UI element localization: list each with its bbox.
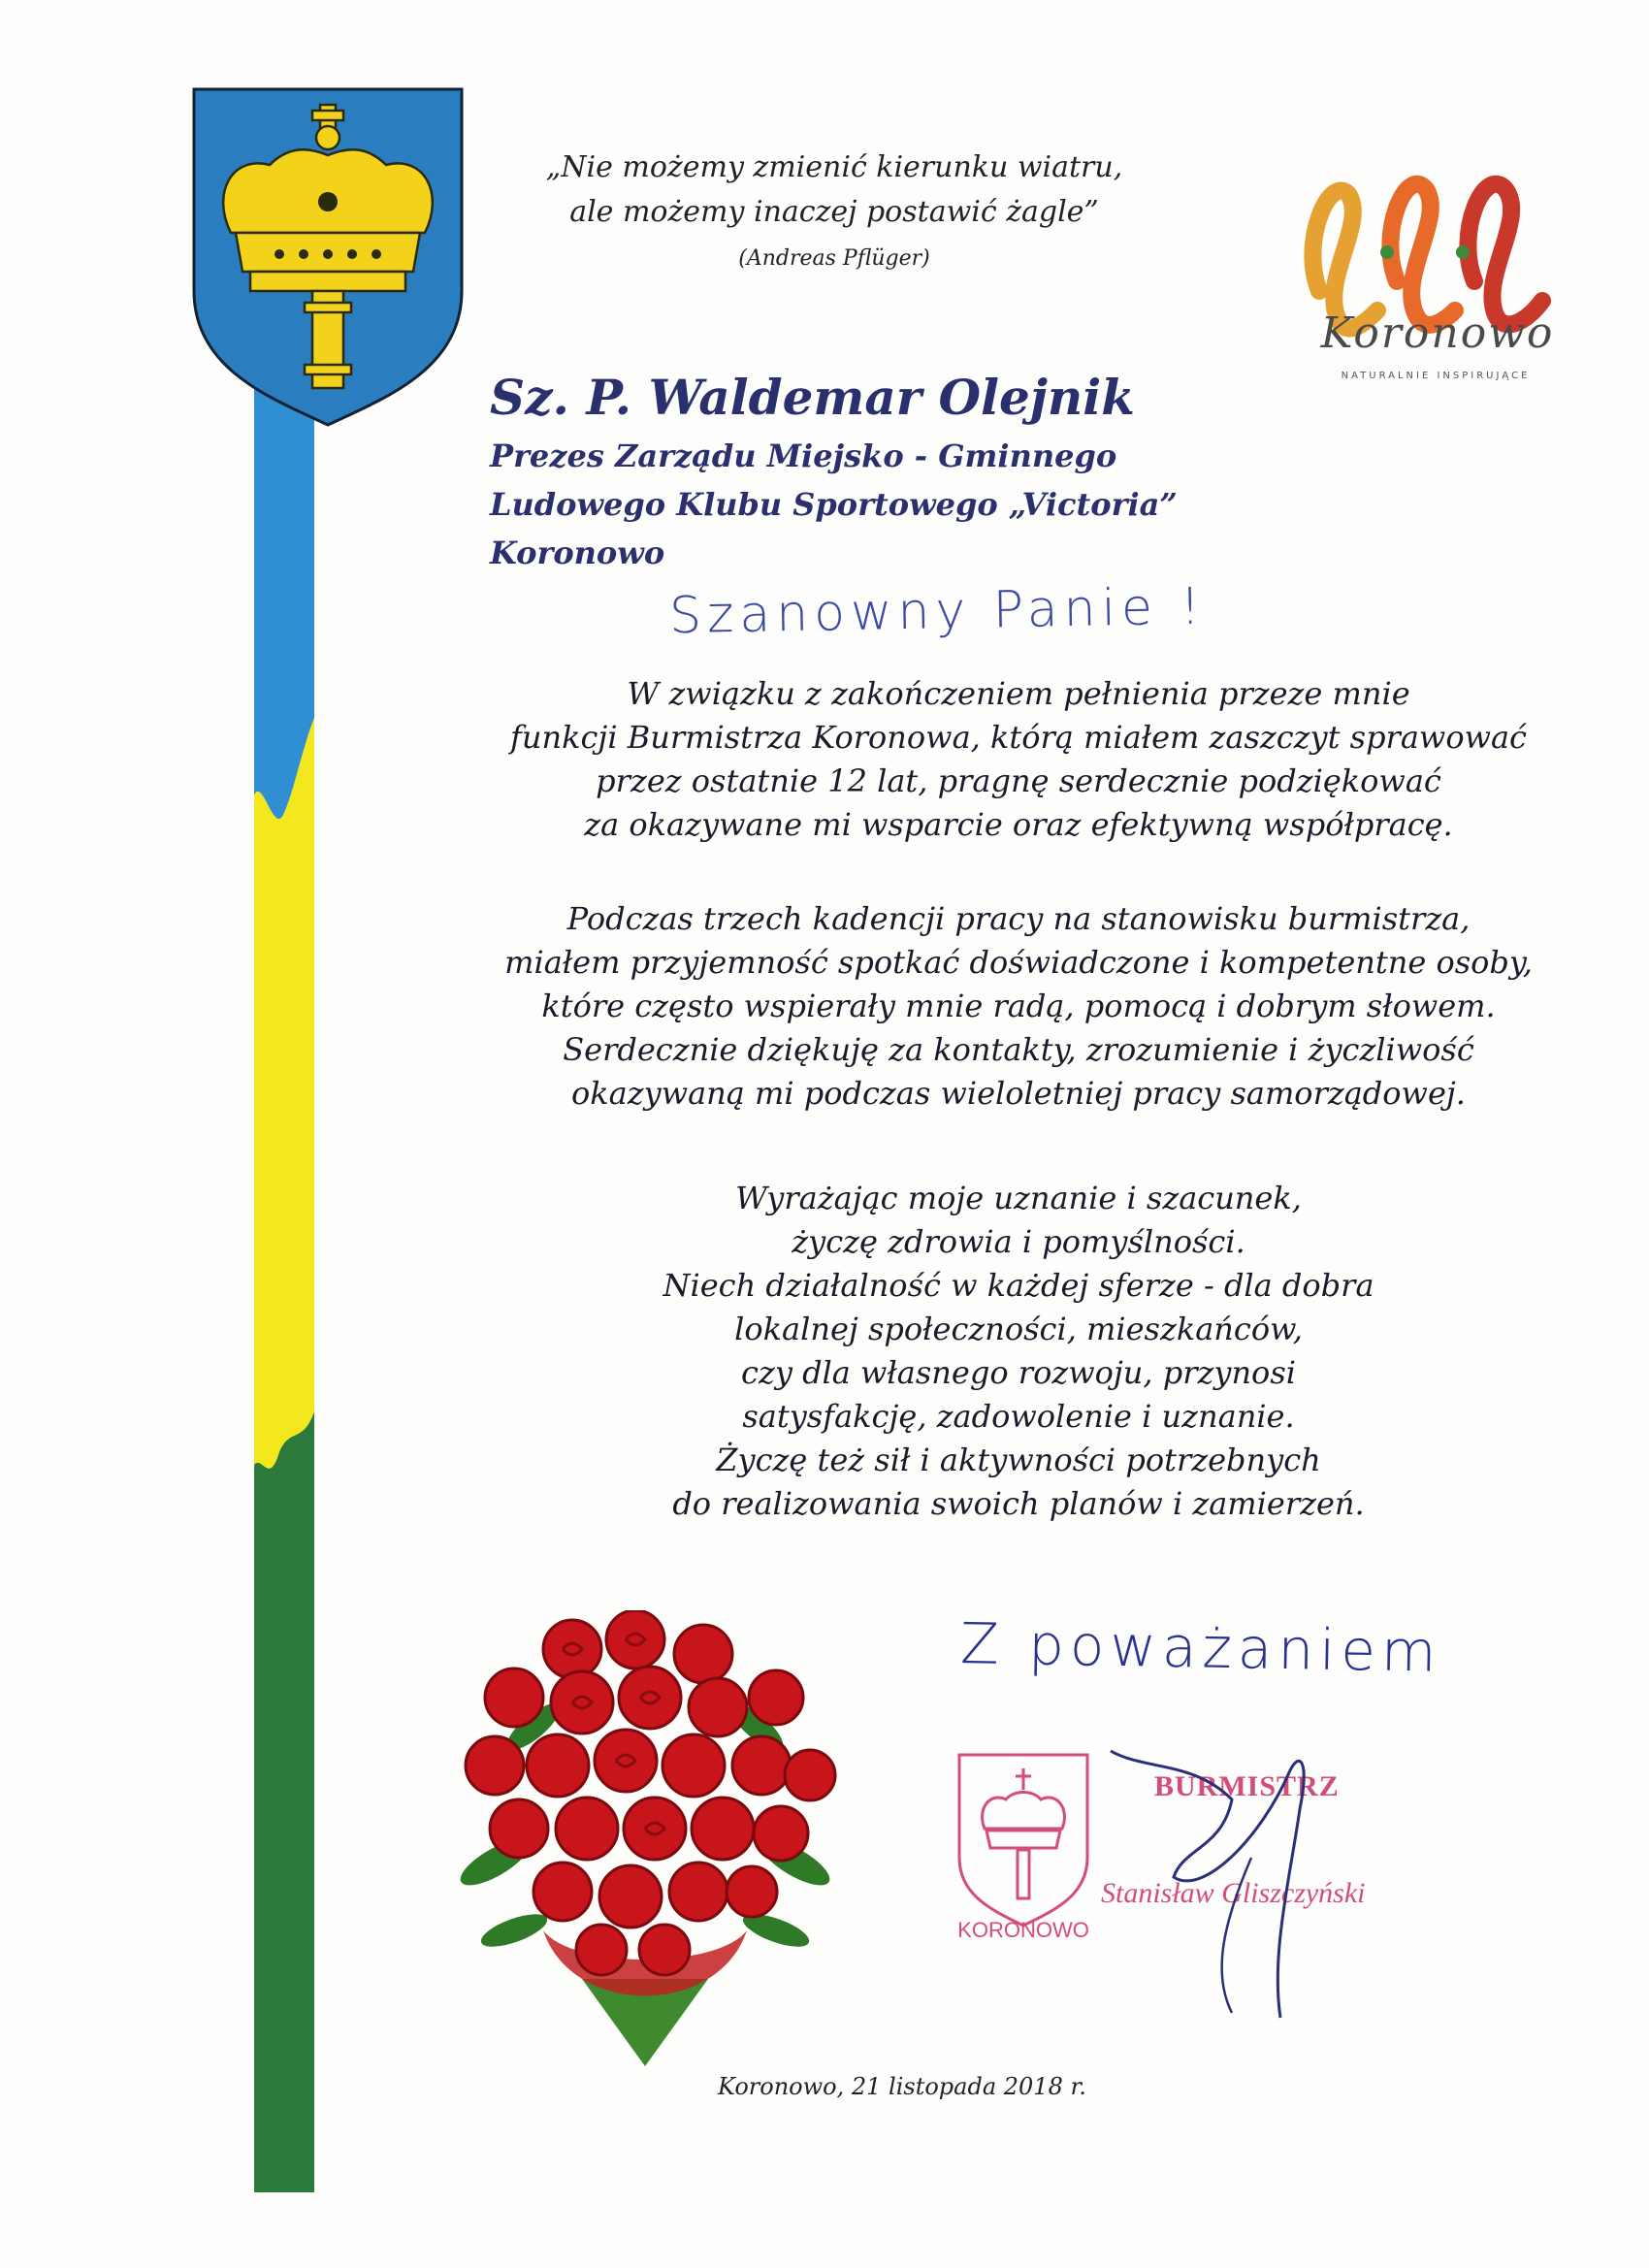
quote-author: (Andreas Pflüger) <box>738 246 930 271</box>
paragraph-3 <box>417 1177 1620 1526</box>
signatory-title: BURMISTRZ <box>1154 1770 1340 1802</box>
epigraph-quote <box>504 146 1164 274</box>
paragraph-line: miałem przyjemność spotkać doświadczone i kompetentne osoby, <box>504 944 1533 981</box>
paragraph-line: W związku z zakończeniem pełnienia przeze mnie <box>627 675 1410 712</box>
stamp-label: KORONOWO <box>957 1918 1089 1940</box>
recipient-role-line-2: Ludowego Klubu Sportowego „Victoria” Koronowo <box>490 486 1178 571</box>
quote-line-2: ale możemy inaczej postawić żagle” <box>569 195 1099 229</box>
official-stamp-icon <box>955 1751 1091 1940</box>
paragraph-line: czy dla własnego rozwoju, przynosi <box>741 1354 1296 1391</box>
recipient-role-line-1: Prezes Zarządu Miejsko - Gminnego <box>490 437 1117 474</box>
paragraph-line: Niech działalność w każdej sferze - dla dobra <box>663 1267 1374 1304</box>
paragraph-line: lokalnej społeczności, mieszkańców, <box>734 1311 1303 1347</box>
paragraph-line: przez ostatnie 12 lat, pragnę serdecznie podziękować <box>596 762 1441 799</box>
handwritten-salutation: Szanowny Panie ! <box>668 577 1207 646</box>
recipient-name: Sz. P. Waldemar Olejnik <box>490 369 1135 426</box>
paragraph-2 <box>417 897 1620 1116</box>
signatory-name: Stanisław Gliszczyński <box>1101 1877 1366 1909</box>
paragraph-line: za okazywane mi wsparcie oraz efektywną współpracę. <box>584 806 1453 843</box>
coat-of-arms-icon <box>192 87 464 427</box>
paragraph-line: satysfakcję, zadowolenie i uznanie. <box>742 1398 1295 1435</box>
paragraph-line: Podczas trzech kadencji pracy na stanowisku burmistrza, <box>566 900 1471 937</box>
logo-wordmark: Koronowo <box>1320 308 1555 358</box>
signature-icon <box>1106 1732 1319 2023</box>
tricolor-ribbon <box>254 291 314 2192</box>
paragraph-line: które często wspierały mnie radą, pomocą i dobrym słowem. <box>541 988 1496 1024</box>
rose-bouquet-icon <box>427 1610 863 2066</box>
quote-line-1: „Nie możemy zmienić kierunku wiatru, <box>545 150 1123 184</box>
paragraph-1 <box>417 672 1620 847</box>
paragraph-line: funkcji Burmistrza Koronowa, którą miałem zaszczyt sprawować <box>510 719 1527 756</box>
paragraph-line: Wyrażając moje uznanie i szacunek, <box>735 1180 1302 1216</box>
paragraph-line: okazywaną mi podczas wieloletniej pracy samorządowej. <box>571 1075 1466 1112</box>
logo-tagline: NATURALNIE INSPIRUJĄCE <box>1341 371 1531 381</box>
recipient-block <box>490 364 1363 577</box>
letter-date: Koronowo, 21 listopada 2018 r. <box>718 2073 1086 2100</box>
handwritten-closing: Z poważaniem <box>959 1610 1443 1685</box>
paragraph-line: do realizowania swoich planów i zamierzeń. <box>672 1485 1365 1522</box>
paragraph-line: Serdecznie dziękuję za kontakty, zrozumienie i życzliwość <box>563 1031 1474 1068</box>
paragraph-line: życzę zdrowia i pomyślności. <box>792 1223 1245 1260</box>
paragraph-line: Życzę też sił i aktywności potrzebnych <box>716 1442 1321 1478</box>
